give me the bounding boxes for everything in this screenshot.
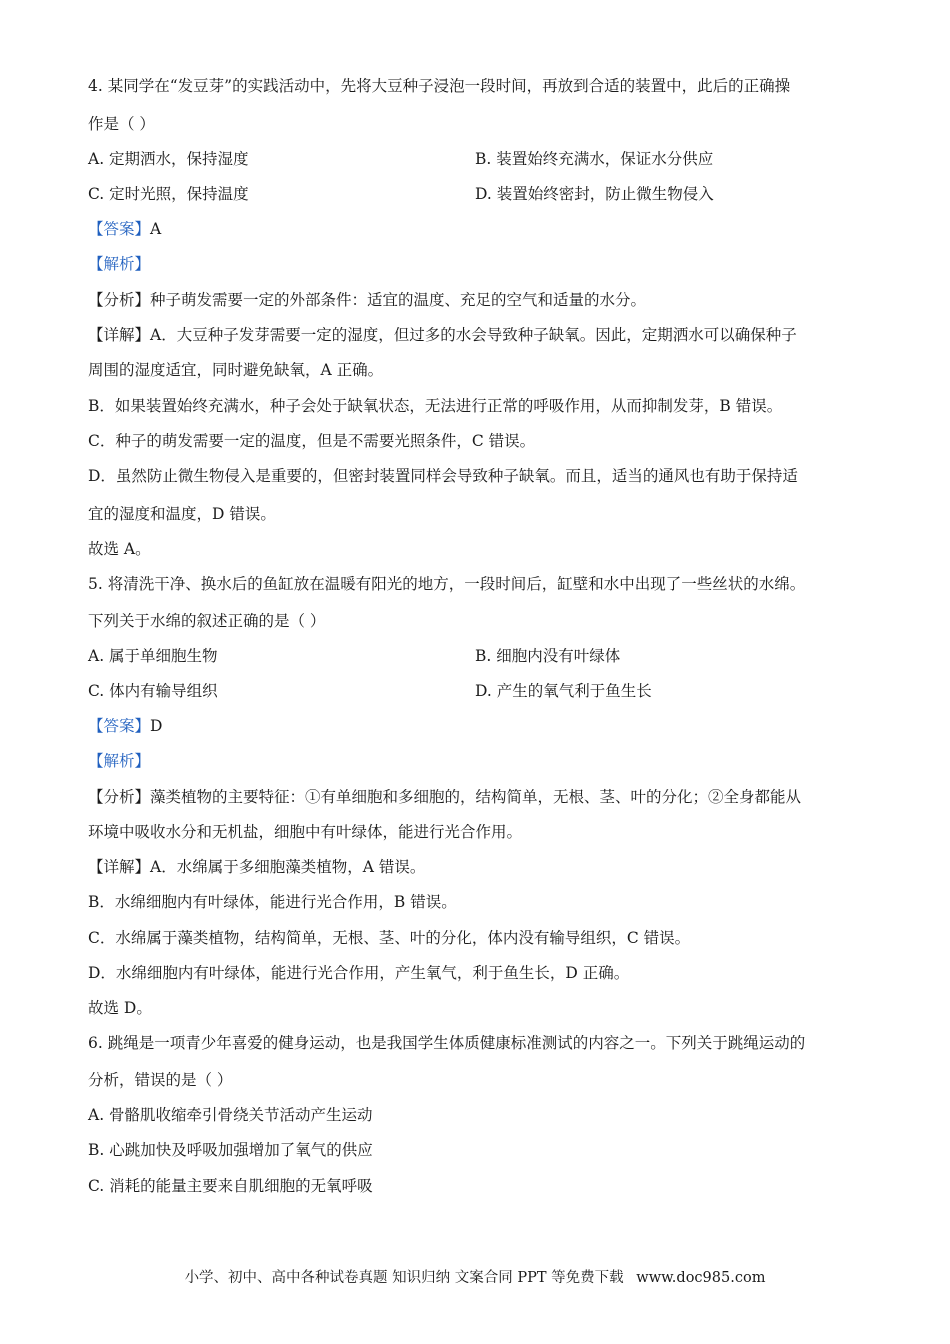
q4-answer-value: A — [150, 220, 162, 238]
q4-detail-line6: 宜的湿度和温度，D 错误。 — [88, 505, 276, 523]
q5-conclusion: 故选 D。 — [88, 999, 152, 1017]
q4-detail-line3: B．如果装置始终充满水，种子会处于缺氧状态，无法进行正常的呼吸作用，从而抑制发芽，B 错误。 — [88, 397, 783, 415]
q5-analysis-line1 — [88, 787, 801, 807]
q5-stem-line2: 下列关于水绵的叙述正确的是（ ） — [88, 612, 326, 630]
q5-option-d: D. 产生的氧气利于鱼生长 — [475, 682, 652, 700]
footer-url-link[interactable]: www.doc985.com — [636, 1270, 766, 1286]
q4-detail-line2: 周围的湿度适宜，同时避免缺氧，A 正确。 — [88, 361, 384, 379]
q5-stem-line1: 5. 将清洗干净、换水后的鱼缸放在温暖有阳光的地方，一段时间后，缸壁和水中出现了一些丝状的水绵。 — [88, 575, 806, 593]
q6-option-b: B. 心跳加快及呼吸加强增加了氧气的供应 — [88, 1141, 373, 1159]
q4-detail-line4: C．种子的萌发需要一定的温度，但是不需要光照条件，C 错误。 — [88, 432, 536, 450]
q4-option-a: A. 定期洒水，保持湿度 — [88, 150, 249, 168]
detail-label: 【详解】 — [88, 858, 151, 876]
answer-tag: 【答案】 — [88, 220, 151, 238]
page-footer — [0, 1268, 950, 1288]
q4-stem-line2: 作是（ ） — [88, 115, 155, 133]
q4-option-d: D. 装置始终密封，防止微生物侵入 — [475, 185, 714, 203]
q5-answer — [88, 716, 162, 736]
q5-analysis-text1: 藻类植物的主要特征：①有单细胞和多细胞的，结构简单，无根、茎、叶的分化；②全身都能从 — [150, 788, 802, 806]
footer-text: 小学、初中、高中各种试卷真题 知识归纳 文案合同 PPT 等免费下载 — [184, 1270, 624, 1286]
q5-jiexi-tag: 【解析】 — [88, 752, 151, 770]
q6-stem-line1: 6. 跳绳是一项青少年喜爱的健身运动，也是我国学生体质健康标准测试的内容之一。下列关于跳绳运动的 — [88, 1034, 806, 1052]
q5-option-c: C. 体内有输导组织 — [88, 682, 218, 700]
q5-detail-line1 — [88, 857, 425, 877]
analysis-label: 【分析】 — [88, 788, 151, 806]
q4-detail-line1 — [88, 325, 797, 345]
answer-tag: 【答案】 — [88, 717, 151, 735]
q6-option-c: C. 消耗的能量主要来自肌细胞的无氧呼吸 — [88, 1177, 373, 1195]
q5-analysis-line2: 环境中吸收水分和无机盐，细胞中有叶绿体，能进行光合作用。 — [88, 823, 523, 841]
q5-detail-line4: D．水绵细胞内有叶绿体，能进行光合作用，产生氧气，利于鱼生长，D 正确。 — [88, 964, 630, 982]
q5-detail-text1: A．水绵属于多细胞藻类植物，A 错误。 — [150, 858, 426, 876]
q4-answer — [88, 219, 161, 239]
q4-jiexi-tag: 【解析】 — [88, 255, 151, 273]
q5-detail-line2: B．水绵细胞内有叶绿体，能进行光合作用，B 错误。 — [88, 893, 457, 911]
q4-analysis — [88, 290, 646, 310]
detail-label: 【详解】 — [88, 326, 151, 344]
q4-conclusion: 故选 A。 — [88, 540, 151, 558]
q4-stem-line1: 4. 某同学在“发豆芽”的实践活动中，先将大豆种子浸泡一段时间，再放到合适的装置中，此后的正确操 — [88, 77, 791, 95]
q5-option-b: B. 细胞内没有叶绿体 — [475, 647, 621, 665]
analysis-label: 【分析】 — [88, 291, 151, 309]
q5-detail-line3: C．水绵属于藻类植物，结构简单，无根、茎、叶的分化，体内没有输导组织，C 错误。 — [88, 929, 691, 947]
q5-option-a: A. 属于单细胞生物 — [88, 647, 218, 665]
q6-option-a: A. 骨骼肌收缩牵引骨绕关节活动产生运动 — [88, 1106, 373, 1124]
q4-option-b: B. 装置始终充满水，保证水分供应 — [475, 150, 714, 168]
q4-detail-line5: D．虽然防止微生物侵入是重要的，但密封装置同样会导致种子缺氧。而且，适当的通风也有助于保持适 — [88, 467, 798, 485]
q4-option-c: C. 定时光照，保持温度 — [88, 185, 249, 203]
q4-analysis-text: 种子萌发需要一定的外部条件：适宜的温度、充足的空气和适量的水分。 — [150, 291, 647, 309]
q5-answer-value: D — [150, 717, 163, 735]
q4-detail-text1: A．大豆种子发芽需要一定的湿度，但过多的水会导致种子缺氧。因此，定期洒水可以确保种子 — [150, 326, 797, 344]
q6-stem-line2: 分析，错误的是（ ） — [88, 1071, 233, 1089]
